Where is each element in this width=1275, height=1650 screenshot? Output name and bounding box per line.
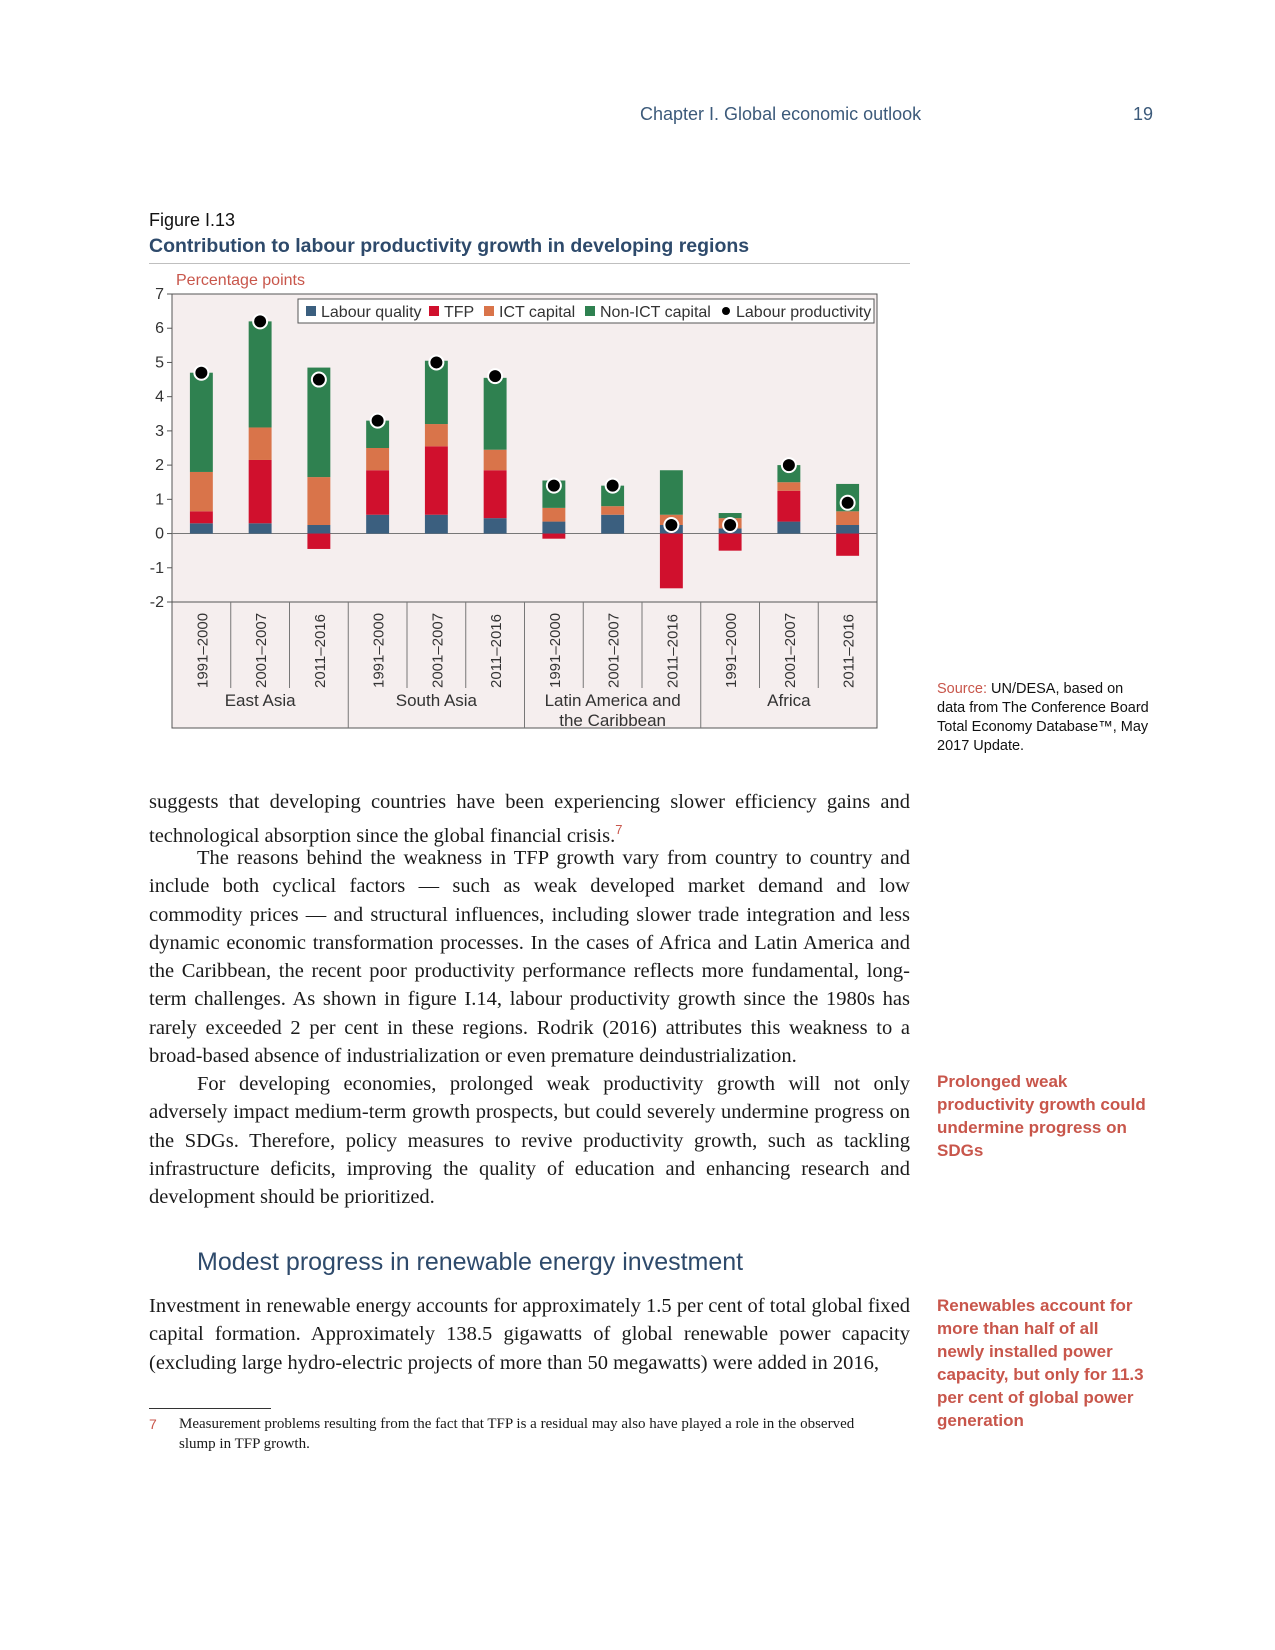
bar-ict-capital: [190, 472, 213, 511]
bar-tfp: [249, 460, 272, 523]
labour-productivity-point: [782, 458, 796, 472]
legend-swatch: [429, 306, 439, 316]
bar-non-ict-capital: [249, 321, 272, 427]
group-label-line-1: Latin America and: [544, 691, 681, 710]
category-label: 2011–2016: [311, 614, 329, 688]
labour-productivity-point: [547, 479, 561, 493]
group-label: Africa: [767, 691, 811, 710]
bar-ict-capital: [307, 477, 330, 525]
page-number: 19: [1133, 104, 1154, 124]
labour-productivity-point: [841, 496, 855, 510]
category-label: 2001–2007: [605, 612, 623, 688]
labour-productivity-point: [606, 479, 620, 493]
source-text: UN/DESA, based on data from The Conference Board Total Economy Database™, May 2017 Update.: [937, 681, 1149, 754]
labour-productivity-point: [664, 518, 678, 532]
bar-ict-capital: [601, 506, 624, 515]
labour-productivity-point: [253, 314, 267, 328]
category-label: 2001–2007: [781, 612, 799, 688]
paragraph-3: [149, 1070, 910, 1211]
source-label: Source:: [937, 681, 987, 697]
figure-label: Figure I.13: [149, 210, 236, 230]
paragraph-2-text: The reasons behind the weakness in TFP growth vary from country to country and include both cyclical factors — such as weak developed market demand and low commodity prices — and structural influences, including slower trade integration and less dynamic economic transformation processes. In the cases of Africa and Latin America and the Caribbean, the recent poor productivity performance reflects more fundamental, long-term challenges. As shown in figure I.14, labour productivity growth since the 1980s has rarely exceeded 2 per cent in these regions. Rodrik (2016) attributes this weakness to a broad-based absence of industrialization or even premature deindustrialization.: [149, 847, 910, 1068]
footnote-text: Measurement problems resulting from the fact that TFP is a residual may also have played a role in the observed slump in TFP growth.: [179, 1416, 855, 1452]
bar-ict-capital: [425, 424, 448, 446]
category-label: 2001–2007: [253, 612, 271, 688]
category-label: 1991–2000: [194, 612, 212, 688]
plot-area: [172, 294, 877, 602]
y-tick-label: 2: [155, 457, 164, 475]
footnote-rule: [149, 1408, 271, 1409]
bar-labour-quality: [836, 525, 859, 534]
bar-labour-quality: [777, 522, 800, 534]
y-tick-label: -2: [149, 594, 164, 611]
legend-label: Labour productivity: [736, 304, 872, 321]
labour-productivity-point: [312, 373, 326, 387]
bar-ict-capital: [542, 508, 565, 522]
bar-labour-quality: [307, 525, 330, 534]
y-tick-label: -1: [149, 559, 164, 577]
bar-tfp: [660, 534, 683, 589]
paragraph-1-text: suggests that developing countries have been experiencing slower efficiency gains and technological absorption since the global financial crisis.: [149, 791, 910, 848]
figure-source: [937, 680, 1152, 756]
category-label: 2001–2007: [429, 612, 447, 688]
bar-ict-capital: [249, 427, 272, 460]
category-label: 1991–2000: [370, 612, 388, 688]
bar-tfp: [542, 534, 565, 539]
legend-marker: [722, 307, 730, 315]
bar-tfp: [777, 491, 800, 522]
group-label: South Asia: [395, 691, 478, 710]
bar-ict-capital: [484, 450, 507, 471]
bar-ict-capital: [836, 511, 859, 525]
paragraph-4-text: Investment in renewable energy accounts for approximately 1.5 per cent of total global fixed capital formation. Approximately 138.5 gigawatts of global renewable power capacity (excluding large hydro-electric projects of more than 50 megawatts) were added in 2016,: [149, 1295, 910, 1374]
footnote-ref[interactable]: 7: [615, 822, 623, 838]
labour-productivity-point: [723, 518, 737, 532]
bar-tfp: [307, 534, 330, 549]
paragraph-3-text: For developing economies, prolonged weak productivity growth will not only adversely impact medium-term growth prospects, but could severely undermine progress on the SDGs. Therefore, policy measures to revive productivity growth, such as tackling infrastructure deficits, improving the quality of education and enhancing research and development should be prioritized.: [149, 1073, 910, 1209]
paragraph-4: [149, 1292, 910, 1377]
bar-labour-quality: [249, 523, 272, 533]
bar-tfp: [836, 534, 859, 556]
footnote-number: 7: [149, 1416, 157, 1432]
category-label: 1991–2000: [723, 612, 741, 688]
legend-swatch: [484, 306, 494, 316]
paragraph-1: [149, 788, 910, 850]
group-label: East Asia: [224, 691, 296, 710]
bar-labour-quality: [190, 523, 213, 533]
category-label: 2011–2016: [488, 614, 506, 688]
legend-swatch: [585, 306, 595, 316]
bar-labour-quality: [542, 522, 565, 534]
figure-title: Contribution to labour productivity growth in developing regions: [149, 235, 750, 257]
bar-non-ict-capital: [190, 373, 213, 472]
bar-non-ict-capital: [484, 378, 507, 450]
y-tick-label: 4: [155, 388, 164, 406]
y-tick-label: 3: [155, 422, 164, 440]
bar-labour-quality: [366, 515, 389, 534]
labour-productivity-point: [194, 366, 208, 380]
stacked-bar-chart: [140, 266, 920, 756]
bar-labour-quality: [425, 515, 448, 534]
legend-swatch: [306, 306, 316, 316]
section-heading: Modest progress in renewable energy investment: [197, 1248, 744, 1276]
legend-label: Non-ICT capital: [600, 304, 711, 321]
labour-productivity-point: [429, 355, 443, 369]
bar-tfp: [190, 511, 213, 523]
y-tick-label: 5: [155, 354, 164, 372]
labour-productivity-point: [488, 369, 502, 383]
y-tick-label: 0: [155, 525, 164, 543]
paragraph-2: [149, 844, 910, 1070]
margin-note-2: Renewables account for more than half of all newly installed power capacity, but only for 11.3 per cent of global power generation: [937, 1296, 1144, 1430]
y-axis-title: Percentage points: [176, 272, 305, 289]
category-label: 2011–2016: [840, 614, 858, 688]
figure-chart: [140, 266, 920, 761]
figure-title-rule: [149, 263, 910, 264]
y-tick-label: 1: [155, 491, 164, 509]
legend-label: Labour quality: [321, 304, 422, 321]
bar-tfp: [425, 446, 448, 514]
category-label: 1991–2000: [546, 612, 564, 688]
chapter-header: Chapter I. Global economic outlook: [640, 104, 922, 124]
footnote: [149, 1414, 894, 1454]
legend-label: ICT capital: [499, 304, 576, 321]
bar-tfp: [484, 470, 507, 518]
bar-ict-capital: [366, 448, 389, 470]
bar-labour-quality: [601, 515, 624, 534]
bar-labour-quality: [484, 518, 507, 533]
bar-ict-capital: [777, 482, 800, 491]
bar-tfp: [719, 534, 742, 551]
bar-tfp: [366, 470, 389, 514]
labour-productivity-point: [371, 414, 385, 428]
bar-non-ict-capital: [660, 470, 683, 514]
y-tick-label: 7: [155, 286, 164, 303]
margin-note-1: Prolonged weak productivity growth could undermine progress on SDGs: [937, 1072, 1146, 1160]
y-tick-label: 6: [155, 320, 164, 338]
legend-label: TFP: [444, 304, 475, 321]
category-label: 2011–2016: [664, 614, 682, 688]
group-label-line-2: the Caribbean: [559, 711, 667, 730]
